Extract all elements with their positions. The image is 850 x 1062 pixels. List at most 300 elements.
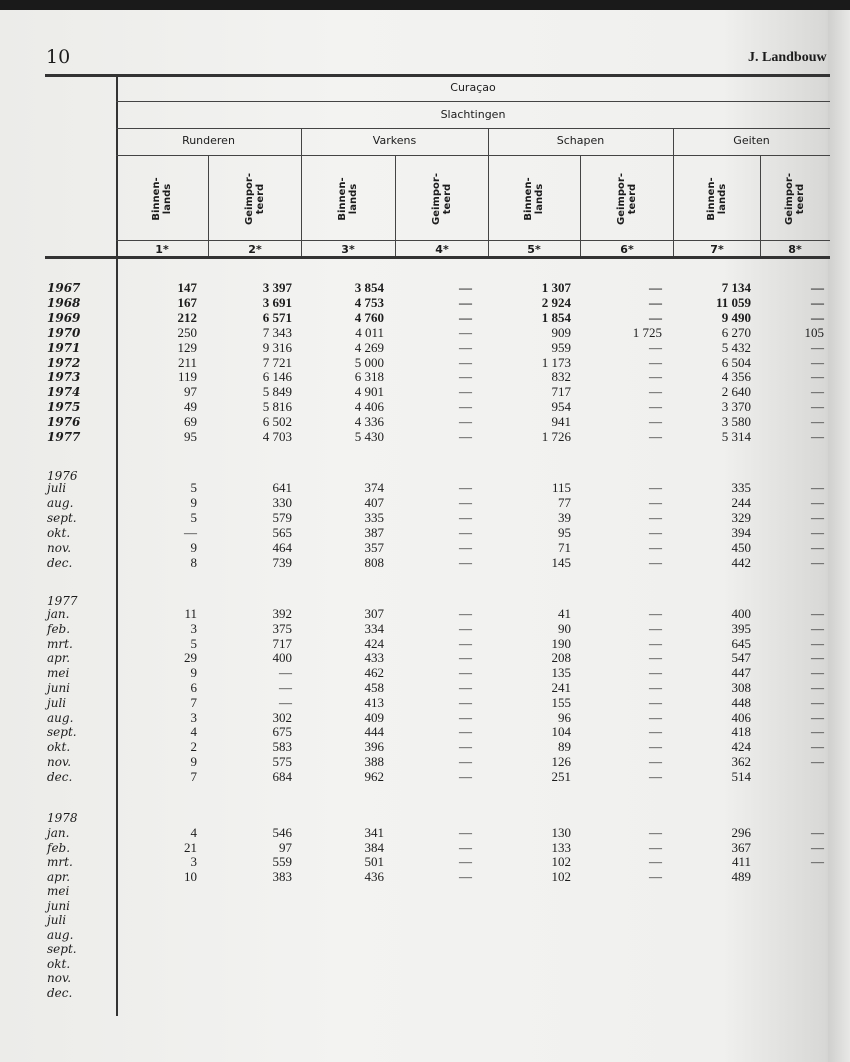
cell-col-7: 296 bbox=[731, 825, 751, 840]
top-rule bbox=[45, 74, 830, 77]
subcolumn-heading: Geimpor- teerd bbox=[431, 173, 453, 225]
cell-col-8: — bbox=[811, 294, 824, 310]
column-number: 1* bbox=[155, 243, 169, 256]
cell-col-2: 684 bbox=[272, 768, 292, 784]
cell-col-8: — bbox=[811, 480, 824, 495]
cell-col-3: 501 bbox=[364, 854, 384, 869]
row-label: juli bbox=[47, 695, 67, 710]
cell-col-6: — bbox=[649, 339, 662, 355]
cell-col-1: 3 bbox=[190, 854, 197, 869]
cell-col-2: 717 bbox=[272, 635, 292, 651]
cell-col-2: 5 816 bbox=[262, 399, 292, 415]
cell-col-5: 102 bbox=[551, 868, 571, 884]
cell-col-8: — bbox=[811, 495, 824, 510]
cell-col-8: — bbox=[811, 399, 824, 415]
table-row bbox=[0, 341, 850, 355]
cell-col-4: — bbox=[459, 309, 472, 325]
cell-col-6: — bbox=[649, 354, 662, 370]
table-row bbox=[0, 637, 850, 651]
cell-col-3: 6 318 bbox=[354, 369, 384, 385]
header-bottom-rule bbox=[45, 256, 830, 259]
subcolumn-heading: Geimpor- teerd bbox=[784, 173, 806, 225]
cell-col-1: 6 bbox=[190, 680, 197, 695]
cell-col-6: — bbox=[649, 868, 662, 884]
cell-col-2: 675 bbox=[272, 724, 292, 740]
cell-col-1: 3 bbox=[190, 709, 197, 725]
cell-col-5: 1 726 bbox=[541, 429, 571, 444]
table-row bbox=[0, 725, 850, 739]
cell-col-1: 4 bbox=[190, 724, 197, 740]
row-label: dec. bbox=[47, 985, 73, 1000]
table-row bbox=[0, 696, 850, 710]
cell-col-4: — bbox=[459, 480, 472, 495]
cell-col-1: 7 bbox=[190, 768, 197, 784]
table-row bbox=[0, 899, 850, 913]
cell-col-6: — bbox=[649, 680, 662, 695]
column-number: 8* bbox=[788, 243, 802, 256]
cell-col-5: 95 bbox=[558, 525, 571, 540]
group-heading-schapen: Schapen bbox=[556, 134, 605, 147]
cell-col-7: 418 bbox=[731, 724, 751, 740]
cell-col-7: 3 580 bbox=[721, 414, 751, 430]
cell-col-4: — bbox=[459, 510, 472, 525]
column-number: 5* bbox=[527, 243, 541, 256]
cell-col-2: 400 bbox=[272, 650, 292, 666]
cell-col-6: — bbox=[649, 650, 662, 666]
cell-col-6: — bbox=[649, 510, 662, 525]
row-label: 1974 bbox=[47, 385, 81, 400]
cell-col-5: 155 bbox=[551, 694, 571, 710]
cell-col-6: — bbox=[649, 294, 662, 310]
cell-col-8: — bbox=[811, 854, 824, 869]
row-label: sept. bbox=[47, 725, 77, 740]
cell-col-4: — bbox=[459, 709, 472, 725]
column-number: 6* bbox=[620, 243, 634, 256]
cell-col-1: 5 bbox=[190, 635, 197, 651]
cell-col-4: — bbox=[459, 280, 472, 295]
cell-col-3: 341 bbox=[364, 825, 384, 840]
cell-col-4: — bbox=[459, 354, 472, 370]
cell-col-2: — bbox=[279, 694, 292, 710]
cell-col-7: 450 bbox=[731, 540, 751, 555]
cell-col-3: 407 bbox=[364, 495, 384, 510]
cell-col-8: — bbox=[811, 650, 824, 666]
cell-col-5: 145 bbox=[551, 555, 571, 570]
cell-col-3: 335 bbox=[364, 510, 384, 525]
cell-col-6: — bbox=[649, 724, 662, 740]
cell-col-1: 9 bbox=[190, 495, 197, 510]
cell-col-3: 462 bbox=[364, 665, 384, 681]
cell-col-7: 442 bbox=[731, 555, 751, 570]
cell-col-6: — bbox=[649, 309, 662, 325]
cell-col-6: 1 725 bbox=[632, 324, 662, 340]
cell-col-7: 6 504 bbox=[721, 354, 751, 370]
cell-col-5: 71 bbox=[558, 540, 571, 555]
cell-col-4: — bbox=[459, 414, 472, 430]
table-row bbox=[0, 841, 850, 855]
cell-col-5: 130 bbox=[551, 825, 571, 840]
cell-col-8: — bbox=[811, 369, 824, 385]
table-row bbox=[0, 296, 850, 310]
cell-col-6: — bbox=[649, 739, 662, 755]
cell-col-3: 357 bbox=[364, 540, 384, 555]
cell-col-6: — bbox=[649, 384, 662, 400]
cell-col-8: — bbox=[811, 739, 824, 755]
cell-col-1: 2 bbox=[190, 739, 197, 755]
column-number: 7* bbox=[710, 243, 724, 256]
cell-col-7: 329 bbox=[731, 510, 751, 525]
column-number: 4* bbox=[435, 243, 449, 256]
cell-col-7: 5 314 bbox=[721, 429, 751, 444]
column-divider bbox=[580, 155, 581, 256]
cell-col-3: 424 bbox=[364, 635, 384, 651]
cell-col-2: 7 343 bbox=[262, 324, 292, 340]
row-label: aug. bbox=[47, 927, 74, 942]
cell-col-1: 49 bbox=[184, 399, 197, 415]
cell-col-7: 395 bbox=[731, 620, 751, 636]
group-heading-runderen: Runderen bbox=[182, 134, 235, 147]
table-row bbox=[0, 622, 850, 636]
cell-col-4: — bbox=[459, 324, 472, 340]
cell-col-5: 1 173 bbox=[541, 354, 571, 370]
page-number: 10 bbox=[46, 46, 71, 68]
cell-col-1: 69 bbox=[184, 414, 197, 430]
section-year-label: 1976 bbox=[47, 469, 78, 483]
cell-col-5: 39 bbox=[558, 510, 571, 525]
table-row bbox=[0, 666, 850, 680]
cell-col-6: — bbox=[649, 495, 662, 510]
table-row bbox=[0, 415, 850, 429]
cell-col-1: 9 bbox=[190, 665, 197, 681]
cell-col-3: 307 bbox=[364, 606, 384, 621]
cell-col-3: 413 bbox=[364, 694, 384, 710]
cell-col-7: 308 bbox=[731, 680, 751, 695]
cell-col-3: 409 bbox=[364, 709, 384, 725]
row-label: apr. bbox=[47, 651, 71, 666]
header-rule bbox=[116, 240, 830, 241]
table-row bbox=[0, 326, 850, 340]
cell-col-2: 464 bbox=[272, 540, 292, 555]
cell-col-2: — bbox=[279, 680, 292, 695]
table-row bbox=[0, 370, 850, 384]
cell-col-4: — bbox=[459, 754, 472, 769]
cell-col-5: 190 bbox=[551, 635, 571, 651]
cell-col-4: — bbox=[459, 665, 472, 681]
cell-col-1: 95 bbox=[184, 429, 197, 444]
row-label: juni bbox=[47, 681, 71, 695]
subcolumn-heading: Geimpor- teerd bbox=[244, 173, 266, 225]
row-label: mei bbox=[47, 884, 70, 898]
column-divider bbox=[395, 155, 396, 256]
table-row bbox=[0, 942, 850, 956]
cell-col-7: 424 bbox=[731, 739, 751, 755]
cell-col-1: 7 bbox=[190, 694, 197, 710]
cell-col-7: 394 bbox=[731, 525, 751, 540]
table-row bbox=[0, 356, 850, 370]
cell-col-4: — bbox=[459, 369, 472, 385]
cell-col-5: 96 bbox=[558, 709, 571, 725]
section-year-label: 1978 bbox=[47, 811, 78, 825]
column-divider bbox=[301, 128, 302, 256]
cell-col-2: 375 bbox=[272, 620, 292, 636]
cell-col-6: — bbox=[649, 825, 662, 840]
cell-col-4: — bbox=[459, 724, 472, 740]
cell-col-3: 458 bbox=[364, 680, 384, 695]
table-row bbox=[0, 607, 850, 621]
cell-col-2: 6 571 bbox=[262, 309, 292, 325]
cell-col-8: — bbox=[811, 680, 824, 695]
cell-col-5: 2 924 bbox=[541, 294, 571, 310]
row-label: sept. bbox=[47, 942, 77, 956]
row-label: sept. bbox=[47, 511, 77, 525]
cell-col-3: 4 406 bbox=[354, 399, 384, 415]
cell-col-3: 4 269 bbox=[354, 339, 384, 355]
row-label: mrt. bbox=[47, 636, 73, 651]
cell-col-7: 489 bbox=[731, 868, 751, 884]
subcolumn-heading: Binnen- lands bbox=[151, 177, 173, 221]
cell-col-5: 941 bbox=[551, 414, 571, 430]
cell-col-7: 6 270 bbox=[721, 324, 751, 340]
row-label: nov. bbox=[47, 541, 72, 555]
cell-col-8: 105 bbox=[804, 324, 824, 340]
cell-col-1: 5 bbox=[190, 480, 197, 495]
cell-col-3: 808 bbox=[364, 555, 384, 570]
cell-col-4: — bbox=[459, 495, 472, 510]
cell-col-2: 565 bbox=[272, 525, 292, 540]
cell-col-8: — bbox=[811, 280, 824, 295]
cell-col-2: 3 691 bbox=[262, 294, 292, 310]
cell-col-5: 90 bbox=[558, 620, 571, 636]
cell-col-8: — bbox=[811, 606, 824, 621]
cell-col-6: — bbox=[649, 606, 662, 621]
row-label: juli bbox=[47, 913, 67, 927]
cell-col-5: 832 bbox=[551, 369, 571, 385]
cell-col-4: — bbox=[459, 339, 472, 355]
cell-col-4: — bbox=[459, 620, 472, 636]
cell-col-8: — bbox=[811, 510, 824, 525]
header-rule bbox=[116, 101, 830, 102]
cell-col-5: 251 bbox=[551, 768, 571, 784]
row-label: 1968 bbox=[47, 295, 81, 310]
cell-col-2: 97 bbox=[279, 839, 292, 855]
cell-col-1: 8 bbox=[190, 555, 197, 570]
cell-col-2: 9 316 bbox=[262, 339, 292, 355]
cell-col-3: 4 901 bbox=[354, 384, 384, 400]
cell-col-6: — bbox=[649, 620, 662, 636]
cell-col-5: 133 bbox=[551, 839, 571, 855]
cell-col-2: 330 bbox=[272, 495, 292, 510]
cell-col-3: 444 bbox=[364, 724, 384, 740]
table-row bbox=[0, 385, 850, 399]
table-row bbox=[0, 740, 850, 754]
cell-col-5: 1 854 bbox=[541, 309, 571, 325]
table-row bbox=[0, 481, 850, 495]
row-label: 1976 bbox=[47, 415, 81, 430]
cell-col-3: 962 bbox=[364, 768, 384, 784]
cell-col-8: — bbox=[811, 540, 824, 555]
table-row bbox=[0, 971, 850, 985]
table-row bbox=[0, 496, 850, 510]
cell-col-4: — bbox=[459, 525, 472, 540]
cell-col-5: 717 bbox=[551, 384, 571, 400]
cell-col-1: 129 bbox=[177, 339, 197, 355]
table-row bbox=[0, 986, 850, 1000]
row-label: dec. bbox=[47, 769, 73, 784]
cell-col-4: — bbox=[459, 540, 472, 555]
cell-col-1: 167 bbox=[177, 294, 197, 310]
row-label: mei bbox=[47, 666, 70, 681]
cell-col-5: 909 bbox=[551, 324, 571, 340]
cell-col-4: — bbox=[459, 429, 472, 444]
cell-col-7: 448 bbox=[731, 694, 751, 710]
table-row bbox=[0, 826, 850, 840]
cell-col-2: 6 502 bbox=[262, 414, 292, 430]
cell-col-6: — bbox=[649, 854, 662, 869]
cell-col-7: 3 370 bbox=[721, 399, 751, 415]
cell-col-8: — bbox=[811, 709, 824, 725]
row-label: jan. bbox=[47, 826, 70, 840]
cell-col-3: 4 760 bbox=[354, 309, 384, 325]
table-row bbox=[0, 884, 850, 898]
row-label: 1977 bbox=[47, 430, 81, 444]
cell-col-3: 387 bbox=[364, 525, 384, 540]
row-label: feb. bbox=[47, 840, 71, 855]
subcolumn-heading: Binnen- lands bbox=[337, 177, 359, 221]
cell-col-6: — bbox=[649, 768, 662, 784]
cell-col-4: — bbox=[459, 694, 472, 710]
table-row bbox=[0, 755, 850, 769]
cell-col-5: 135 bbox=[551, 665, 571, 681]
cell-col-4: — bbox=[459, 868, 472, 884]
cell-col-1: 250 bbox=[177, 324, 197, 340]
cell-col-6: — bbox=[649, 555, 662, 570]
column-divider bbox=[208, 155, 209, 256]
cell-col-2: 583 bbox=[272, 739, 292, 755]
cell-col-7: 2 640 bbox=[721, 384, 751, 400]
cell-col-5: 954 bbox=[551, 399, 571, 415]
cell-col-5: 41 bbox=[558, 606, 571, 621]
cell-col-6: — bbox=[649, 525, 662, 540]
table-row bbox=[0, 311, 850, 325]
cell-col-6: — bbox=[649, 635, 662, 651]
cell-col-8: — bbox=[811, 414, 824, 430]
cell-col-7: 9 490 bbox=[721, 309, 751, 325]
row-label: 1967 bbox=[47, 281, 81, 295]
cell-col-7: 335 bbox=[731, 480, 751, 495]
cell-col-7: 362 bbox=[731, 754, 751, 769]
cell-col-8: — bbox=[811, 309, 824, 325]
group-heading-geiten: Geiten bbox=[733, 134, 770, 147]
cell-col-2: 739 bbox=[272, 555, 292, 570]
cell-col-1: 9 bbox=[190, 540, 197, 555]
cell-col-6: — bbox=[649, 665, 662, 681]
table-row bbox=[0, 957, 850, 971]
table-row bbox=[0, 400, 850, 414]
row-label: 1969 bbox=[47, 310, 81, 325]
cell-col-1: 211 bbox=[177, 354, 197, 370]
table-row bbox=[0, 556, 850, 570]
cell-col-7: 514 bbox=[731, 768, 751, 784]
cell-col-5: 208 bbox=[551, 650, 571, 666]
cell-col-8: — bbox=[811, 635, 824, 651]
table-row bbox=[0, 281, 850, 295]
table-row bbox=[0, 651, 850, 665]
table-row bbox=[0, 855, 850, 869]
cell-col-3: 433 bbox=[364, 650, 384, 666]
row-label: nov. bbox=[47, 971, 72, 985]
table-row bbox=[0, 681, 850, 695]
cell-col-7: 400 bbox=[731, 606, 751, 621]
cell-col-7: 547 bbox=[731, 650, 751, 666]
cell-col-5: 104 bbox=[551, 724, 571, 740]
category-heading: Slachtingen bbox=[440, 108, 506, 121]
cell-col-3: 5 000 bbox=[354, 354, 384, 370]
cell-col-7: 406 bbox=[731, 709, 751, 725]
cell-col-4: — bbox=[459, 384, 472, 400]
row-label: okt. bbox=[47, 956, 71, 971]
cell-col-8: — bbox=[811, 694, 824, 710]
cell-col-4: — bbox=[459, 680, 472, 695]
row-label: 1973 bbox=[47, 370, 81, 385]
subcolumn-heading: Geimpor- teerd bbox=[616, 173, 638, 225]
cell-col-1: 9 bbox=[190, 754, 197, 769]
cell-col-4: — bbox=[459, 839, 472, 855]
table-row bbox=[0, 526, 850, 540]
cell-col-3: 374 bbox=[364, 480, 384, 495]
cell-col-3: 4 011 bbox=[355, 324, 384, 340]
cell-col-2: 579 bbox=[272, 510, 292, 525]
cell-col-5: 89 bbox=[558, 739, 571, 755]
cell-col-8: — bbox=[811, 724, 824, 740]
column-number: 3* bbox=[341, 243, 355, 256]
row-label: okt. bbox=[47, 740, 71, 755]
row-label: 1971 bbox=[47, 340, 81, 355]
cell-col-6: — bbox=[649, 480, 662, 495]
table-row bbox=[0, 541, 850, 555]
row-label: juni bbox=[47, 898, 71, 913]
cell-col-4: — bbox=[459, 399, 472, 415]
cell-col-6: — bbox=[649, 399, 662, 415]
cell-col-2: 6 146 bbox=[262, 369, 292, 385]
table-row bbox=[0, 770, 850, 784]
cell-col-2: 383 bbox=[272, 868, 292, 884]
row-label: dec. bbox=[47, 556, 73, 570]
cell-col-4: — bbox=[459, 825, 472, 840]
row-label: aug. bbox=[47, 496, 74, 510]
cell-col-4: — bbox=[459, 555, 472, 570]
table-row bbox=[0, 430, 850, 444]
row-label: 1970 bbox=[47, 325, 81, 340]
cell-col-3: 388 bbox=[364, 754, 384, 769]
subcolumn-heading: Binnen- lands bbox=[523, 177, 545, 221]
cell-col-1: 147 bbox=[177, 280, 197, 295]
cell-col-2: 7 721 bbox=[262, 354, 292, 370]
row-label: mrt. bbox=[47, 855, 73, 869]
cell-col-8: — bbox=[811, 754, 824, 769]
cell-col-2: 575 bbox=[272, 754, 292, 769]
cell-col-7: 447 bbox=[731, 665, 751, 681]
cell-col-3: 334 bbox=[364, 620, 384, 636]
cell-col-8: — bbox=[811, 384, 824, 400]
cell-col-2: 3 397 bbox=[262, 280, 292, 295]
table-row bbox=[0, 928, 850, 942]
row-label: 1972 bbox=[47, 355, 81, 370]
cell-col-1: 10 bbox=[184, 868, 197, 884]
cell-col-2: 546 bbox=[272, 825, 292, 840]
header-rule bbox=[116, 155, 830, 156]
cell-col-1: 212 bbox=[177, 309, 197, 325]
cell-col-8: — bbox=[811, 525, 824, 540]
